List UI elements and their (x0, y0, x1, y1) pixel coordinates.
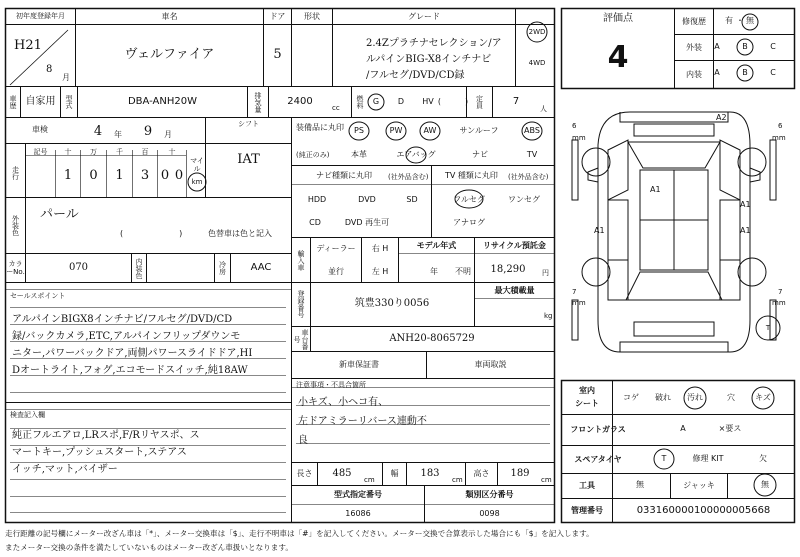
tools-label: 工具 (579, 481, 595, 491)
sep-dot-1: ・ (736, 16, 744, 26)
mgmt-value: 033160000100000005668 (636, 504, 771, 516)
type-designation-label: 型式指定番号 (334, 490, 382, 500)
equip-sunroof: サンルーフ (459, 126, 499, 136)
jack-none: 無 (761, 480, 769, 490)
inspect-line: イッチ,マット,バイザー (12, 464, 118, 475)
displacement-label: 排気量 (254, 91, 263, 113)
tv-fullseg: フルセグ (453, 195, 485, 205)
recycle-unit: 円 (542, 269, 549, 277)
ext-b: B (742, 42, 748, 52)
car-name-label: 車名 (161, 11, 178, 21)
navi-hdd: HDD (307, 195, 327, 205)
shift-value: IAT (237, 151, 260, 167)
spare-label: スペアタイヤ (574, 454, 622, 464)
score-label: 評価点 (603, 13, 633, 25)
tv-oneseg: ワンセグ (508, 195, 540, 205)
tv-type-label: TV 種類に丸印 (445, 171, 498, 180)
equip-ps: PS (354, 126, 364, 136)
grade-line-1: 2.4Zプラチナセレクション/ア (366, 38, 502, 49)
mileage-sym-label: 記号 (33, 147, 48, 156)
reg-era: H21 (14, 38, 42, 53)
capacity-unit: 人 (540, 105, 547, 113)
weight-unit: kg (544, 312, 553, 320)
sales-line: 録/バックカメラ,ETC,アルパインフリップダウンモ (12, 331, 241, 342)
tread-unit: mm (572, 299, 586, 307)
ext-c: C (770, 42, 776, 52)
equipment-sub: (純正のみ) (296, 151, 330, 159)
sheet-yogore: 汚れ (687, 393, 703, 403)
weight-label: 最大積載量 (494, 286, 535, 296)
height-value: 189 (510, 468, 530, 480)
registration-value: 筑豊330り0056 (354, 298, 430, 310)
usage-label: 車歴 (9, 95, 18, 109)
model-year-label: モデル年式 (416, 241, 457, 251)
color-no-label: カラーNo. (6, 259, 25, 276)
exterior-label: 外装 (686, 42, 702, 52)
height-unit: cm (541, 476, 552, 484)
mileage-digit: 0 (160, 167, 170, 183)
door-count: 5 (273, 47, 282, 63)
windshield-x: ×要ス (718, 424, 742, 434)
chassis-value: ANH20-8065729 (389, 333, 475, 345)
drive-2wd: 2WD (528, 27, 546, 36)
sales-line: ニター,パワーバックドア,両側パワースライドドア,HI (12, 348, 253, 359)
notes-line: 小キズ、小ヘコ有、 (298, 397, 389, 408)
sheet-ana: 穴 (727, 393, 735, 403)
equip-navi: ナビ (472, 150, 488, 160)
model-code: DBA-ANH20W (127, 96, 198, 108)
tread-unit: mm (772, 134, 786, 142)
navi-dvd-play: DVD 再生可 (344, 218, 390, 228)
class-designation-label: 類別区分番号 (465, 490, 514, 500)
equipment-label: 装備品に丸印 (296, 123, 344, 132)
navi-sd: SD (406, 195, 418, 205)
color-no-value: 070 (68, 262, 89, 274)
color-note: 色替車は色と記入 (208, 229, 272, 238)
repair-no: 無 (746, 16, 754, 26)
tread-front-left: 6 (572, 122, 577, 130)
fuel-hv: HV (422, 97, 434, 107)
spare-kit: 修理 KIT (692, 454, 724, 464)
fuel-d: D (397, 97, 405, 107)
vehicle-manual: 車両取説 (474, 360, 507, 370)
windshield-label: フロントガラス (570, 425, 626, 435)
inspection-month-unit: 月 (164, 130, 172, 140)
repair-yes: 有 (725, 16, 733, 26)
equip-tv: TV (526, 150, 538, 160)
tv-analog: アナログ (453, 218, 485, 228)
equip-aw: AW (423, 126, 437, 136)
equip-airbag: エアバッグ (396, 150, 436, 160)
tread-unit: mm (572, 134, 586, 142)
navi-type-label: ナビ種類に丸印 (316, 171, 372, 180)
import-label: 輸入車 (297, 249, 306, 271)
diagram-mark: A1 (594, 226, 605, 235)
equip-pw: PW (389, 126, 403, 136)
displacement-value: 2400 (287, 96, 313, 108)
capacity-label: 定員 (475, 95, 484, 109)
reg-month-unit: 月 (62, 73, 70, 82)
import-right: 右 H (371, 244, 389, 254)
km-unit: km (191, 177, 203, 186)
length-value: 485 (332, 468, 352, 480)
diagram-mark: A1 (650, 185, 661, 194)
diagram-mark: A2 (716, 113, 727, 122)
footer-note-1: 走行距離の記号欄にメーター改ざん車は「*」、メーター交換車は「$」、走行不明車は「#」を記入してください。メーター交換で合算表示した場合にも「$」を記入します。 (5, 529, 594, 538)
interior-sheet-label-2: シート (575, 399, 599, 409)
car-name: ヴェルファイア (124, 47, 215, 63)
notes-line: 左ドアミラーリバース連動不 (298, 416, 427, 427)
fuel-other: ( ) (437, 97, 469, 107)
mgmt-label: 管理番号 (571, 505, 603, 515)
int-a: A (714, 68, 720, 78)
color-value: パール (40, 207, 79, 222)
mileage-digit: 1 (115, 167, 124, 183)
notes-label: 注意事項・不具合箇所 (296, 381, 366, 389)
score-value: 4 (607, 39, 629, 75)
sheet-yabure: 破れ (655, 393, 671, 403)
grade-line-3: /フルセグ/DVD/CD録 (366, 70, 465, 81)
width-unit: cm (452, 476, 463, 484)
displacement-unit: cc (332, 104, 340, 112)
mileage-digit: 0 (174, 167, 184, 183)
sales-label: セールスポイント (10, 292, 66, 300)
length-label: 長さ (296, 469, 313, 479)
int-b: B (742, 68, 748, 78)
sheet-kizu: キズ (755, 393, 771, 403)
recycle-label: リサイクル預託金 (483, 241, 546, 251)
mileage-digit: 3 (140, 167, 150, 183)
spare-missing: 欠 (759, 454, 767, 464)
drive-4wd: 4WD (528, 58, 546, 67)
diagram-mark: A1 (740, 200, 751, 209)
col-man: 万 (90, 147, 97, 156)
fuel-g: G (372, 97, 380, 107)
import-left: 左 H (371, 267, 389, 277)
inspection-year: 4 (93, 123, 103, 139)
cooler-value: AAC (250, 262, 272, 274)
inspect-label: 検査記入欄 (10, 411, 45, 419)
usage-type: 自家用 (25, 96, 56, 108)
import-parallel: 並行 (328, 267, 344, 277)
spare-tire-mark: T (765, 323, 771, 332)
inspection-month: 9 (143, 123, 153, 139)
tread-unit: mm (772, 299, 786, 307)
reg-month: 8 (46, 64, 53, 75)
color-label: 外装色 (11, 214, 20, 236)
col-ju: 十 (168, 147, 176, 156)
diagram-mark: A1 (740, 226, 751, 235)
tread-rear-right: 7 (778, 288, 783, 296)
inspection-year-unit: 年 (114, 130, 122, 140)
chassis-label: 車台番号 (293, 328, 310, 350)
shift-label: シフト (238, 119, 259, 128)
class-designation-value: 0098 (479, 508, 500, 518)
spare-t: T (661, 454, 667, 464)
recycle-value: 18,290 (490, 264, 526, 276)
import-dealer: ディーラー (316, 244, 356, 254)
sales-line: Dオートライト,フォグ,エコモードスイッチ,純18AW (12, 365, 248, 376)
equip-leather: 本革 (351, 150, 367, 160)
reg-year-label: 初年度登録年月 (16, 12, 65, 21)
model-year-unknown: 不明 (455, 267, 471, 277)
inspect-line: マートキー,プッシュスタート,ステアス (12, 447, 187, 458)
grade-line-2: ルパインBIG-X8インチナビ (366, 54, 492, 65)
width-label: 幅 (390, 469, 399, 479)
mile-unit: マイル (190, 156, 204, 173)
tools-none: 無 (636, 480, 644, 490)
type-designation-value: 16086 (345, 508, 371, 518)
col-hyaku: 百 (141, 147, 149, 156)
cooler-label: 冷房 (218, 261, 227, 275)
tv-type-sub: (社外品含む) (508, 173, 549, 181)
shape-label: 形状 (304, 11, 320, 21)
col-sen: 千 (116, 147, 123, 156)
model-year-unit: 年 (430, 267, 438, 277)
mileage-digit: 0 (89, 167, 98, 183)
mileage-label: 走行 (11, 165, 20, 180)
inspect-line: 純正フルエアロ,LRスポ,F/Rリヤスポ、ス (12, 430, 200, 441)
jack-label: ジャッキ (683, 481, 715, 491)
sales-line: アルパインBIGX8インチナビ/フルセグ/DVD/CD (12, 314, 233, 325)
length-unit: cm (364, 476, 375, 484)
height-label: 高さ (473, 469, 490, 479)
fuel-label: 燃料 (356, 95, 365, 109)
inspection-label: 車検 (32, 125, 48, 135)
interior-color-label: 内装色 (135, 257, 144, 279)
registration-label: 登録番号 (297, 290, 306, 318)
mileage-digit: 1 (63, 167, 73, 183)
interior-label: 内装 (686, 69, 702, 79)
navi-dvd: DVD (358, 195, 376, 205)
grade-label: グレード (408, 11, 440, 21)
width-value: 183 (420, 468, 440, 480)
int-c: C (770, 68, 776, 78)
color-note-paren: ( ) (120, 229, 183, 238)
ext-a: A (714, 42, 720, 52)
tread-rear-left: 7 (572, 288, 577, 296)
col-juman: 十 (64, 147, 72, 156)
tread-front-right: 6 (778, 122, 783, 130)
sheet-koge: コゲ (623, 393, 639, 403)
navi-cd: CD (309, 218, 321, 228)
windshield-a: A (680, 424, 686, 434)
repair-label: 修復歴 (682, 16, 706, 26)
navi-type-sub: (社外品含む) (388, 173, 429, 181)
equip-abs: ABS (524, 126, 540, 136)
interior-sheet-label-1: 室内 (579, 386, 595, 396)
doors-label: ドア (269, 11, 286, 21)
footer-note-2: またメーター交換の条件を満たしていないものはメーター改ざん車扱いとなります。 (5, 543, 293, 552)
capacity-value: 7 (512, 96, 520, 108)
new-warranty: 新車保証書 (339, 360, 379, 370)
model-label: 型式 (65, 95, 74, 109)
notes-line: 良 (298, 435, 308, 446)
